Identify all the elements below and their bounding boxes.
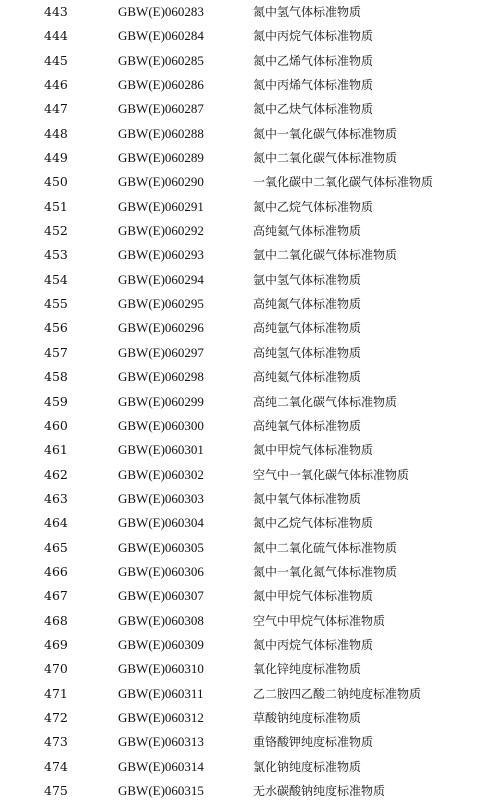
table-row (0, 170, 500, 194)
material-code: GBW(E)060313 (118, 734, 204, 750)
row-number: 469 (44, 636, 68, 652)
material-name: 氮中一氧化氮气体标准物质 (253, 564, 398, 579)
table-row (0, 146, 500, 170)
row-number: 471 (44, 685, 68, 701)
table-row (0, 414, 500, 438)
material-code: GBW(E)060304 (118, 515, 204, 531)
table-row (0, 584, 500, 608)
table-row (0, 341, 500, 365)
material-name: 高纯氧气体标准物质 (253, 418, 362, 433)
material-code: GBW(E)060290 (118, 174, 204, 190)
material-name: 氮中甲烷气体标准物质 (253, 443, 374, 458)
material-code: GBW(E)060305 (118, 539, 204, 555)
table-row (0, 268, 500, 292)
material-code: GBW(E)060309 (118, 636, 204, 652)
table-row (0, 390, 500, 414)
table-row (0, 463, 500, 487)
row-number: 451 (44, 198, 68, 214)
table-row (0, 122, 500, 146)
table-row (0, 755, 500, 779)
table-row (0, 24, 500, 48)
material-name: 氮中丙烷气体标准物质 (253, 637, 374, 652)
row-number: 446 (44, 77, 68, 93)
material-name: 一氧化碳中二氧化碳气体标准物质 (253, 175, 434, 190)
row-number: 465 (44, 539, 68, 555)
row-number: 467 (44, 588, 68, 604)
table-row (0, 365, 500, 389)
material-code: GBW(E)060307 (118, 588, 204, 604)
material-name: 高纯氦气体标准物质 (253, 224, 362, 239)
row-number: 460 (44, 417, 68, 433)
material-code: GBW(E)060296 (118, 320, 204, 336)
material-code: GBW(E)060312 (118, 709, 204, 725)
row-number: 475 (44, 783, 68, 798)
material-code: GBW(E)060285 (118, 52, 204, 68)
material-name: 无水碳酸钠纯度标准物质 (253, 784, 386, 798)
material-code: GBW(E)060287 (118, 101, 204, 117)
material-name: 氮中乙烷气体标准物质 (253, 199, 374, 214)
material-name: 氮中氢气体标准物质 (253, 5, 362, 19)
table-row (0, 73, 500, 97)
table-row (0, 560, 500, 584)
row-number: 464 (44, 515, 68, 531)
table-row (0, 438, 500, 462)
material-name: 氮中乙烯气体标准物质 (253, 53, 374, 68)
material-name: 氮中一氧化碳气体标准物质 (253, 126, 398, 141)
material-name: 氮中二氧化碳气体标准物质 (253, 151, 398, 166)
material-name: 氯化钠纯度标准物质 (253, 759, 362, 774)
material-code: GBW(E)060286 (118, 77, 204, 93)
material-code: GBW(E)060289 (118, 150, 204, 166)
material-name: 氮中乙炔气体标准物质 (253, 102, 374, 117)
table-row (0, 657, 500, 681)
material-code: GBW(E)060293 (118, 247, 204, 263)
table-row (0, 682, 500, 706)
row-number: 452 (44, 223, 68, 239)
material-name: 氮中氧气体标准物质 (253, 491, 362, 506)
material-code: GBW(E)060302 (118, 466, 204, 482)
material-code: GBW(E)060284 (118, 28, 204, 44)
row-number: 450 (44, 174, 68, 190)
row-number: 454 (44, 271, 68, 287)
row-number: 461 (44, 442, 68, 458)
row-number: 447 (44, 101, 68, 117)
material-code: GBW(E)060294 (118, 271, 204, 287)
row-number: 455 (44, 296, 68, 312)
table-row (0, 0, 500, 24)
table-row (0, 49, 500, 73)
material-name: 氩中二氧化碳气体标准物质 (253, 248, 398, 263)
material-code: GBW(E)060288 (118, 125, 204, 141)
row-number: 472 (44, 709, 68, 725)
table-row (0, 97, 500, 121)
table-row (0, 730, 500, 754)
material-code: GBW(E)060310 (118, 661, 204, 677)
table-row (0, 316, 500, 340)
material-code: GBW(E)060297 (118, 344, 204, 360)
material-code: GBW(E)060295 (118, 296, 204, 312)
row-number: 459 (44, 393, 68, 409)
row-number: 443 (44, 4, 68, 19)
row-number: 466 (44, 563, 68, 579)
material-code: GBW(E)060291 (118, 198, 204, 214)
row-number: 448 (44, 125, 68, 141)
table-row (0, 779, 500, 803)
row-number: 449 (44, 150, 68, 166)
row-number: 453 (44, 247, 68, 263)
material-code: GBW(E)060292 (118, 223, 204, 239)
table-row (0, 292, 500, 316)
row-number: 456 (44, 320, 68, 336)
table-row (0, 195, 500, 219)
material-name: 高纯氮气体标准物质 (253, 297, 362, 312)
row-number: 445 (44, 52, 68, 68)
material-name: 氮中二氧化硫气体标准物质 (253, 540, 398, 555)
material-name: 乙二胺四乙酸二钠纯度标准物质 (253, 686, 422, 701)
material-code: GBW(E)060308 (118, 612, 204, 628)
row-number: 458 (44, 369, 68, 385)
table-row (0, 536, 500, 560)
table-row (0, 511, 500, 535)
row-number: 474 (44, 758, 68, 774)
material-name: 高纯氩气体标准物质 (253, 321, 362, 336)
row-number: 444 (44, 28, 68, 44)
material-name: 高纯氦气体标准物质 (253, 370, 362, 385)
material-code: GBW(E)060315 (118, 783, 204, 798)
row-number: 457 (44, 344, 68, 360)
material-name: 草酸钠纯度标准物质 (253, 710, 362, 725)
row-number: 462 (44, 466, 68, 482)
material-name: 重铬酸钾纯度标准物质 (253, 735, 374, 750)
material-code: GBW(E)060299 (118, 393, 204, 409)
table-row (0, 706, 500, 730)
material-name: 空气中一氧化碳气体标准物质 (253, 467, 410, 482)
material-name: 氮中甲烷气体标准物质 (253, 589, 374, 604)
table-row (0, 243, 500, 267)
material-name: 氧化锌纯度标准物质 (253, 662, 362, 677)
material-code: GBW(E)060283 (118, 4, 204, 19)
table-row (0, 633, 500, 657)
table-row (0, 609, 500, 633)
material-name: 氮中丙烷气体标准物质 (253, 29, 374, 44)
material-code: GBW(E)060311 (118, 685, 204, 701)
material-code: GBW(E)060300 (118, 417, 204, 433)
row-number: 463 (44, 490, 68, 506)
material-code: GBW(E)060314 (118, 758, 204, 774)
row-number: 470 (44, 661, 68, 677)
material-code: GBW(E)060298 (118, 369, 204, 385)
row-number: 468 (44, 612, 68, 628)
material-name: 氮中乙烷气体标准物质 (253, 516, 374, 531)
table-row (0, 487, 500, 511)
material-name: 氮中丙烯气体标准物质 (253, 78, 374, 93)
material-name: 高纯氢气体标准物质 (253, 345, 362, 360)
row-number: 473 (44, 734, 68, 750)
material-name: 空气中甲烷气体标准物质 (253, 613, 386, 628)
material-name: 氩中氢气体标准物质 (253, 272, 362, 287)
material-name: 高纯二氧化碳气体标准物质 (253, 394, 398, 409)
material-code: GBW(E)060306 (118, 563, 204, 579)
table-row (0, 219, 500, 243)
material-code: GBW(E)060301 (118, 442, 204, 458)
material-code: GBW(E)060303 (118, 490, 204, 506)
